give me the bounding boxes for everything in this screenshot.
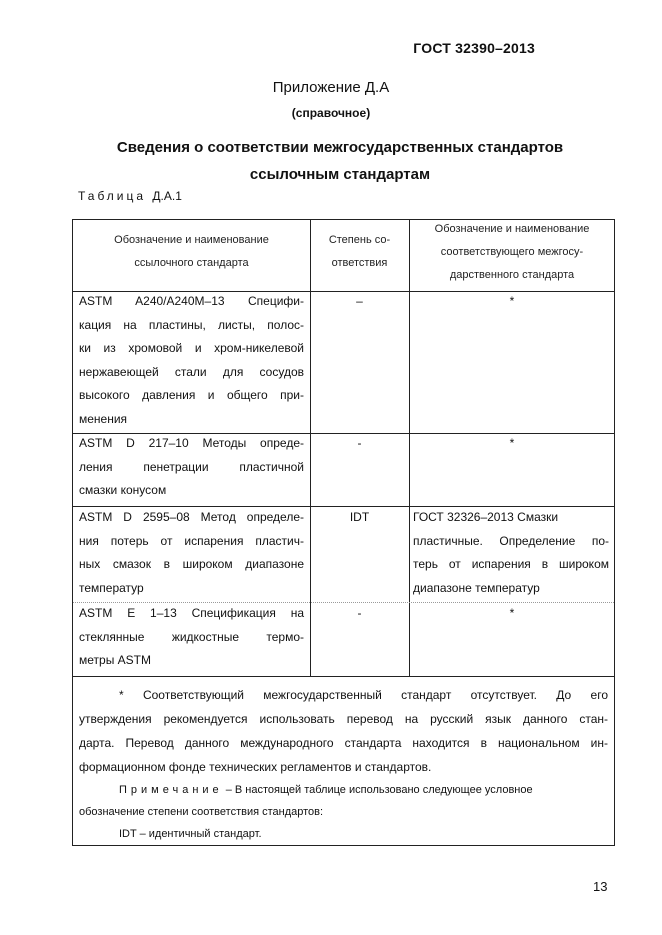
section-title-line-1: Сведения о соответствии межгосударственных стандартов (116, 139, 564, 156)
note-line-2: обозначение степени соответствия стандартов: (79, 806, 324, 818)
table-row-2-national: * (509, 436, 515, 450)
table-label (78, 189, 182, 203)
table-row-3-degree: IDT (349, 510, 370, 524)
document-id: ГОСТ 32390–2013 (413, 40, 535, 56)
note-line-1 (79, 779, 608, 801)
header-degree: Степень со- ответствия (328, 234, 391, 269)
page-number: 13 (593, 879, 608, 894)
table-row-3-ref: ASTM D 2595–08 Метод определе- ния потерь от испарения пластич- ных смазок в широком диапазоне температур (79, 510, 304, 595)
table-row-1-national: * (509, 294, 515, 308)
table-row-3-national: ГОСТ 32326–2013 Смазки пластичные. Определение по- терь от испарения в широком диапазоне температур (413, 510, 609, 595)
correspondence-table (72, 219, 615, 846)
footnote-line-3: дарта. Перевод данного международного стандарта находится в национальном ин- (79, 736, 608, 750)
table-row-4-national: * (509, 606, 515, 620)
note-word: Примечание (119, 784, 223, 796)
header-ref-standard: Обозначение и наименование ссылочного стандарта (114, 234, 269, 269)
footnote-line-1: * Соответствующий межгосударственный стандарт отсутствует. До его (119, 688, 608, 702)
appendix-subtitle: (справочное) (291, 106, 371, 120)
table-row-4-ref: ASTM E 1–13 Спецификация на стеклянные жидкостные термо- метры ASTM (79, 606, 304, 667)
table-row-2-ref: ASTM D 217–10 Методы опреде- ления пенетрации пластичной смазки конусом (79, 436, 304, 497)
table-label-word: Таблица (78, 189, 147, 203)
footnote-line-4: формационном фонде технических регламентов и стандартов. (79, 760, 432, 774)
section-title-line-2: ссылочным стандартам (249, 166, 431, 183)
table-row-1-ref: ASTM A240/A240M–13 Специфи- кация на пластины, листы, полос- ки из хромовой и хром-никелевой нержавеющей стали для сосудов высокого давления и общего при- менения (79, 294, 304, 426)
header-national-standard: Обозначение и наименование соответствующего межгосу- дарственного стандарта (434, 223, 590, 281)
notes-divider (73, 676, 614, 677)
table-row-2-degree: - (357, 436, 362, 450)
appendix-title: Приложение Д.А (272, 79, 390, 96)
table-label-number: Д.А.1 (152, 189, 182, 203)
footnote-line-2: утверждения рекомендуется использовать перевод на русский язык данного стан- (79, 712, 608, 726)
section-title (60, 134, 620, 188)
note-text: – В настоящей таблице использовано следующее условное (222, 784, 533, 796)
table-row-1-degree: – (356, 294, 363, 308)
table-row-4-degree: - (357, 606, 362, 620)
table-notes (79, 683, 608, 845)
note-idt: IDT – идентичный стандарт. (119, 828, 262, 840)
